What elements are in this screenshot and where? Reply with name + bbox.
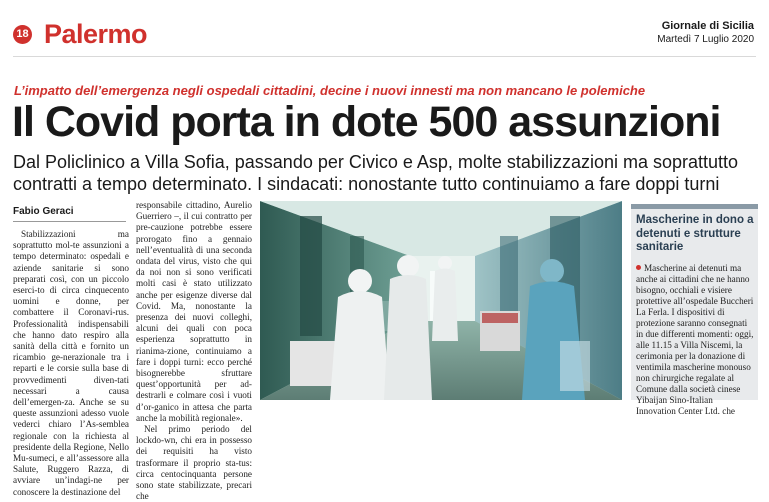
article-column-1: [13, 229, 129, 498]
hospital-corridor-image: [260, 201, 622, 400]
issue-date: Martedì 7 Luglio 2020: [657, 34, 754, 45]
article-paragraph: responsabile cittadino, Aurelio Guerriero –, il cui contratto per pre-cauzione potrebbe essere prorogato fino a gennaio nell’eventualità di una seconda ondata del virus, visto che qui da noi non si sono verificati molti casi è stato utilizzato anche per esigenze diverse dal Covid. Ma, nonostante la presenza dei nuovi colleghi, alcuni dei quali con poca esperienza soprattutto in rianima-zione, continuiamo a fare i doppi turni: ecco perché bisognerebbe sfruttare quest’opportunità per ad-destrarli e colmare così i vuoti d’or-ganico in attesa che parta anche la mobilità regionale».: [136, 200, 252, 423]
article-subhead: [13, 151, 763, 195]
subhead-line: contratti a tempo determinato. I sindacati: nonostante tutto continuiamo a fare doppi turni: [13, 174, 720, 194]
section-title: Palermo: [44, 19, 148, 49]
article-headline: Il Covid porta in dote 500 assunzioni: [12, 98, 721, 146]
sidebar-box: [631, 204, 758, 416]
header-divider: [13, 56, 756, 57]
article-kicker: L’impatto dell’emergenza negli ospedali cittadini, decine i nuovi innesti ma non mancano le polemiche: [14, 83, 646, 98]
bullet-icon: [636, 265, 641, 270]
article-paragraph: Stabilizzazioni ma soprattutto mol-te assunzioni a tempo determinato: ospedali e aziende sanitarie si sono preparati così, con un piccolo eserci-to di circa cinquecento uomini e donne, per combattere il Coronavi-rus. Professionalità indispensabili che hanno dato respiro alla sanità della città e fornito un ricambio ge-nerazionale tra i reparti e le corsie sulla base di provvedimenti diven-tati necessari a causa dell’emergen-za. Anche se su queste assunzioni adesso vuole vederci chiaro l’As-semblea regionale con la richiesta al presidente della Regione, Nello Mu-sumeci, e all’assessore alla Salute, Ruggero Razza, di avviare un’indagi-ne per conoscere la destinazione del: [13, 229, 129, 497]
hospital-photo: [260, 201, 622, 400]
page-header: [0, 0, 769, 60]
byline-divider: [13, 221, 126, 222]
masthead: [657, 20, 754, 46]
byline: Fabio Geraci: [13, 206, 74, 217]
sidebar-body: [636, 263, 754, 417]
article-column-2: [136, 200, 252, 502]
page-number-badge: 18: [13, 25, 32, 44]
sidebar-text: Mascherine ai detenuti ma anche ai cittadini che ne hanno bisogno, occhiali e visiere protettive all’ospedale Buccheri La Ferla. I dispositivi di protezione saranno consegnati in due differenti momenti: oggi, alle 11.15 a Villa Niscemi, la cerimonia per la donazione di ventimila mascherine monouso non chirurgiche regalate al Comune dalla società cinese Yibaijan Sino-Italian Innovation Center Ltd. che: [636, 263, 754, 416]
newspaper-name: Giornale di Sicilia: [661, 20, 754, 32]
subhead-line: Dal Policlinico a Villa Sofia, passando per Civico e Asp, molte stabilizzazioni ma soprattutto: [13, 152, 739, 172]
sidebar-top-bar: [631, 204, 758, 209]
article-paragraph: Nel primo periodo del lockdo-wn, chi era in possesso dei requisiti ha visto trasformare il proprio sta-tus: circa centocinquanta persone sono state stabilizzate, precari che: [136, 424, 252, 502]
sidebar-title: Mascherine in dono a detenuti e strutture sanitarie: [636, 214, 754, 253]
